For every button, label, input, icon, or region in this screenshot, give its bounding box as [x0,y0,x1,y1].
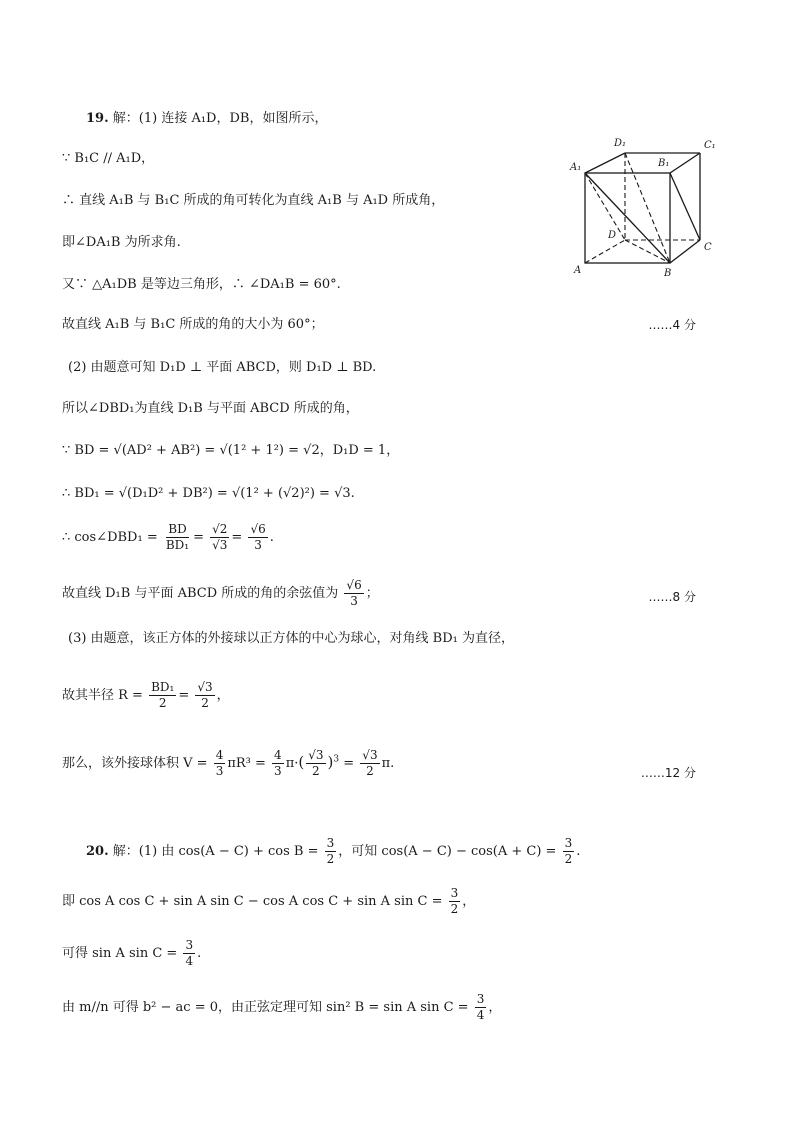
q19-cos-frac-1: $\frac{BD}{\text{BD₁}}$ [165,522,190,552]
q19-intro: 解：(1) 连接 A₁D，DB，如图所示， [112,111,328,126]
q20-frac-3: $\frac{3}{2}$ [450,886,459,916]
q20-frac-5: $\frac{3}{4}$ [476,992,485,1022]
label-a: A [574,265,582,276]
q19-volume-line: 那么，该外接球体积 V = $\frac{4}{3}$ πR³ = $\frac{4}{3}$ π·( $\frac{√3}{2}$ )$^3$ = $\frac{√3}{2}$ π. [62,748,395,778]
q20-line-1: 20. 解：(1) 由 cos(A − C) + cos B = $\frac{3}{2}$ ，可知 cos(A − C) − cos(A + C) = $\frac{3}{2}$ . [86,836,581,866]
q19-cos-frac-3: $\frac{√6}{3}$ [250,522,266,552]
q19-cos-line: ∴ cos∠DBD₁ = $\frac{BD}{\text{BD₁}}$ = $\frac{√2}{√3}$ = $\frac{√6}{3}$ . [62,522,274,552]
q19-part2-angle: 所以∠DBD₁为直线 D₁B 与平面 ABCD 所成的角， [62,401,359,416]
q19-conclusion-2: 故直线 D₁B 与平面 ABCD 所成的角的余弦值为 $\frac{√6}{3}$ ； [62,578,379,608]
q19-bd-calc: ∵ BD = √(AD² + AB²) = √(1² + 1²) = √2，D₁D = 1， [62,443,400,458]
q19-line-6: 故直线 A₁B 与 B₁C 所成的角的大小为 60°； [62,317,324,332]
label-c1: C₁ [704,140,716,151]
q19-v-frac-4: $\frac{√3}{2}$ [362,748,378,778]
q20-frac-4: $\frac{3}{4}$ [185,938,194,968]
q20-frac-2: $\frac{3}{2}$ [564,836,573,866]
q20-number: 20. [86,844,109,859]
label-b1: B₁ [658,158,670,169]
q20-line-3: 可得 sin A sin C = $\frac{3}{4}$ . [62,938,202,968]
q19-line-3: ∴ 直线 A₁B 与 B₁C 所成的角可转化为直线 A₁B 与 A₁D 所成角， [62,193,445,208]
q19-bd1-calc: ∴ BD₁ = √(D₁D² + DB²) = √(1² + (√2)²) = √3. [62,486,355,501]
q19-score-3: ……12 分 [640,766,696,780]
q19-cos-frac-2: $\frac{√2}{√3}$ [212,522,228,552]
label-d1: D₁ [614,138,627,149]
q19-r-frac-2: $\frac{√3}{2}$ [197,680,213,710]
q20-line-2: 即 cos A cos C + sin A sin C − cos A cos C + sin A sin C = $\frac{3}{2}$ ， [62,886,476,916]
q19-radius-line: 故其半径 R = $\frac{\text{BD₁}}{2}$ = $\frac{√3}{2}$ ， [62,680,230,710]
q20-line-4: 由 m//n 可得 b² − ac = 0，由正弦定理可知 sin² B = sin A sin C = $\frac{3}{4}$ ， [62,992,502,1022]
label-d: D [608,230,617,241]
q19-conc-frac: $\frac{√6}{3}$ [346,578,362,608]
q19-cos-prefix: ∴ cos∠DBD₁ = [62,530,158,545]
q19-line-4: 即∠DA₁B 为所求角. [62,235,181,250]
label-c: C [704,242,712,253]
q19-score-2: ……8 分 [648,590,696,604]
q19-v-frac-3: $\frac{√3}{2}$ [308,748,324,778]
q19-v-frac-2: $\frac{4}{3}$ [274,748,282,778]
q19-number: 19. [86,111,109,126]
q19-r-frac-1: $\frac{\text{BD₁}}{2}$ [151,680,175,710]
q20-frac-1: $\frac{3}{2}$ [326,836,335,866]
q19-score-1: ……4 分 [648,318,696,332]
q19-part2: (2) 由题意可知 D₁D ⊥ 平面 ABCD，则 D₁D ⊥ BD. [68,360,377,375]
q19-line-5: 又∵ △A₁DB 是等边三角形，∴ ∠DA₁B = 60°. [62,277,341,292]
label-a1: A₁ [570,162,582,173]
cube-figure [560,128,730,288]
q19-line-1 [86,110,327,128]
q19-line-2: ∵ B₁C // A₁D， [62,151,155,166]
q19-v-frac-1: $\frac{4}{3}$ [215,748,224,778]
q19-part3: (3) 由题意，该正方体的外接球以正方体的中心为球心，对角线 BD₁ 为直径， [68,631,514,646]
label-b: B [664,268,672,279]
